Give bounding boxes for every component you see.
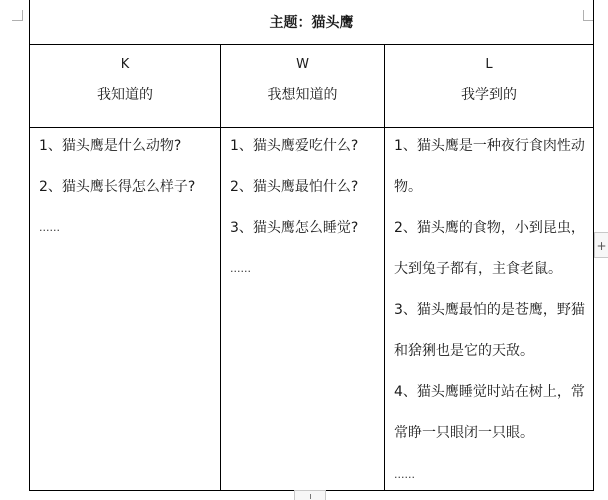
ellipsis-text: ...... <box>39 221 60 234</box>
page-corner-mark <box>12 10 23 21</box>
table-resize-handle[interactable] <box>294 490 326 500</box>
list-item: 2、猫头鹰长得怎么样子? <box>39 179 196 195</box>
column-letter: K <box>120 57 130 72</box>
column-l <box>385 45 593 490</box>
column-body[interactable] <box>221 128 384 279</box>
list-item: 1、猫头鹰爱吃什么? <box>230 138 359 154</box>
list-item: 3、猫头鹰怎么睡觉? <box>230 220 359 236</box>
column-body[interactable] <box>385 128 593 495</box>
column-label: 我知道的 <box>97 87 153 103</box>
column-label: 我学到的 <box>461 87 517 103</box>
list-item: 2、猫头鹰的食物，小到昆虫，大到兔子都有，主食老鼠。 <box>394 220 585 277</box>
ellipsis-text: ...... <box>230 262 251 275</box>
kwl-table <box>29 0 594 491</box>
list-item: 1、猫头鹰是一种夜行食肉性动物。 <box>394 138 585 195</box>
column-label: 我想知道的 <box>267 87 338 103</box>
column-letter: L <box>485 57 493 72</box>
list-item: 2、猫头鹰最怕什么? <box>230 179 359 195</box>
list-item: 1、猫头鹰是什么动物? <box>39 138 182 154</box>
table-title: 主题：猫头鹰 <box>30 0 593 45</box>
column-w <box>221 45 385 490</box>
add-row-icon[interactable]: + <box>594 232 608 258</box>
column-body[interactable] <box>30 128 220 238</box>
list-item: 3、猫头鹰最怕的是苍鹰，野猫和猞猁也是它的天敌。 <box>394 302 585 359</box>
column-k <box>30 45 221 490</box>
ellipsis-text: ...... <box>394 468 415 481</box>
column-header <box>385 45 593 128</box>
column-letter: W <box>296 57 309 72</box>
list-item: 4、猫头鹰睡觉时站在树上，常常睁一只眼闭一只眼。 <box>394 384 585 441</box>
column-header <box>30 45 220 128</box>
column-header <box>221 45 384 128</box>
